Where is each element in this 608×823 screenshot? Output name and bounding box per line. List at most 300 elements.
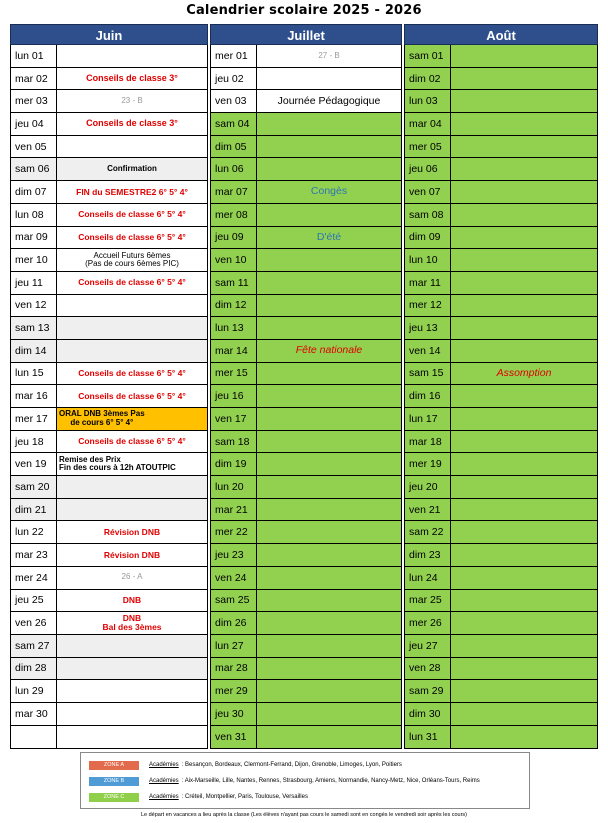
day-event [451,90,597,112]
table-row [11,521,207,544]
table-row [405,612,597,635]
day-label: mer 10 [11,249,57,271]
day-event [451,703,597,725]
table-row [11,476,207,499]
day-label: sam 29 [405,680,451,702]
day-label: sam 27 [11,635,57,657]
table-row [211,453,401,476]
day-event [57,726,207,749]
day-event [451,317,597,339]
day-label: lun 24 [405,567,451,589]
day-label: dim 09 [405,227,451,249]
table-row [405,158,597,181]
day-event [257,204,401,226]
day-label: dim 05 [211,136,257,158]
day-label: lun 22 [11,521,57,543]
day-event [451,453,597,475]
table-row [405,317,597,340]
day-event: Révision DNB [57,544,207,566]
table-row [11,68,207,91]
day-event [451,499,597,521]
day-label: dim 02 [405,68,451,90]
day-label: ven 26 [11,612,57,634]
footnote: Le départ en vacances a lieu après la classe (Les élèves n'ayant pas cours le samedi sont en congés le vendredi soir après les cours) [140,812,468,818]
day-event [257,272,401,294]
day-event [257,113,401,135]
table-row [211,408,401,431]
day-label: ven 19 [11,453,57,475]
day-label: jeu 06 [405,158,451,180]
day-event [451,385,597,407]
table-row [11,181,207,204]
day-label: lun 27 [211,635,257,657]
day-label: dim 19 [211,453,257,475]
day-event [451,68,597,90]
day-label: dim 23 [405,544,451,566]
day-label: mer 12 [405,295,451,317]
day-label: mer 22 [211,521,257,543]
day-label: ven 21 [405,499,451,521]
table-row [405,136,597,159]
table-row [405,453,597,476]
day-event [451,521,597,543]
table-row [405,521,597,544]
day-event [257,408,401,430]
table-row [211,113,401,136]
legend-label: Académies [149,794,179,800]
day-event [57,45,207,67]
table-row [211,499,401,522]
table-row [211,90,401,113]
table-row [211,726,401,749]
day-label: mar 23 [11,544,57,566]
table-row [11,272,207,295]
table-row [405,45,597,68]
day-event: Conseils de classe 6° 5° 4° [57,272,207,294]
day-event [257,680,401,702]
table-row [211,658,401,681]
day-label: mer 01 [211,45,257,67]
day-event [451,544,597,566]
legend-label: Académies [149,778,179,784]
table-row [211,431,401,454]
table-row [211,45,401,68]
day-event [257,658,401,680]
zone-legend [80,752,530,809]
day-label: sam 04 [211,113,257,135]
legend-label: Académies [149,762,179,768]
day-label: dim 07 [11,181,57,203]
table-row [405,68,597,91]
day-event [57,136,207,158]
day-label: mar 04 [405,113,451,135]
day-event [257,499,401,521]
day-label: sam 15 [405,363,451,385]
day-event [451,249,597,271]
day-label: sam 22 [405,521,451,543]
day-label: mar 07 [211,181,257,203]
table-row [11,317,207,340]
table-row [11,658,207,681]
day-event [451,227,597,249]
day-label: jeu 25 [11,590,57,612]
day-label: sam 20 [11,476,57,498]
day-label: jeu 27 [405,635,451,657]
day-event [257,612,401,634]
table-row [405,363,597,386]
table-row [11,227,207,250]
day-label: sam 25 [211,590,257,612]
day-event: Conseils de classe 6° 5° 4° [57,227,207,249]
day-event: Confirmation [57,158,207,180]
page-title: Calendrier scolaire 2025 - 2026 [186,3,422,18]
day-rows [404,45,598,749]
table-row [405,181,597,204]
day-event [451,272,597,294]
day-event [451,590,597,612]
day-event [451,136,597,158]
day-event [451,408,597,430]
day-label: lun 10 [405,249,451,271]
day-event [57,295,207,317]
table-row [211,612,401,635]
table-row [405,567,597,590]
table-row [405,249,597,272]
day-label: lun 31 [405,726,451,749]
day-event: Accueil Futurs 6èmes (Pas de cours 6èmes PIC) [57,249,207,271]
table-row [405,658,597,681]
table-row [11,340,207,363]
table-row [405,385,597,408]
day-event [57,635,207,657]
table-row [405,499,597,522]
table-row [211,567,401,590]
day-event: FIN du SEMESTRE2 6° 5° 4° [57,181,207,203]
day-label: sam 18 [211,431,257,453]
day-event [451,181,597,203]
month-header: Juin [10,24,208,45]
day-label: lun 01 [11,45,57,67]
day-event [451,295,597,317]
table-row [11,680,207,703]
day-event [257,136,401,158]
day-event [451,680,597,702]
table-row [211,521,401,544]
day-label: dim 14 [11,340,57,362]
day-label: dim 21 [11,499,57,521]
table-row [211,249,401,272]
day-event [257,635,401,657]
table-row [11,544,207,567]
table-row [11,726,207,749]
table-row [405,680,597,703]
day-label: dim 26 [211,612,257,634]
day-event [57,703,207,725]
day-label: mer 17 [11,408,57,430]
day-label: jeu 02 [211,68,257,90]
day-label: lun 17 [405,408,451,430]
day-event [451,658,597,680]
day-event [257,249,401,271]
day-event [451,431,597,453]
day-event: Conseils de classe 3° [57,68,207,90]
day-label: jeu 20 [405,476,451,498]
table-row [211,317,401,340]
day-event [451,567,597,589]
day-event [451,158,597,180]
table-row [211,385,401,408]
day-event [257,363,401,385]
table-row [211,181,401,204]
day-event [57,680,207,702]
day-event: 27 - B [257,45,401,67]
table-row [11,45,207,68]
day-label: jeu 18 [11,431,57,453]
table-row [11,204,207,227]
table-row [405,544,597,567]
table-row [211,680,401,703]
day-event [257,521,401,543]
table-row [211,544,401,567]
day-label: jeu 09 [211,227,257,249]
table-row [405,90,597,113]
month-column-juillet [210,24,402,749]
legend-item [89,757,521,773]
day-label: dim 12 [211,295,257,317]
table-row [405,113,597,136]
day-event [257,726,401,749]
day-label: mer 19 [405,453,451,475]
day-label: mer 08 [211,204,257,226]
day-event [451,635,597,657]
day-event [257,317,401,339]
day-event [57,340,207,362]
day-event: 23 - B [57,90,207,112]
day-label: mar 18 [405,431,451,453]
day-label: ven 31 [211,726,257,749]
legend-item [89,789,521,805]
zone-badge: ZONE A [89,761,139,770]
table-row [11,567,207,590]
day-label: mar 21 [211,499,257,521]
month-header: Juillet [210,24,402,45]
day-label: jeu 13 [405,317,451,339]
day-label: lun 29 [11,680,57,702]
table-row [11,453,207,476]
table-row [405,340,597,363]
day-event [257,68,401,90]
day-event [257,544,401,566]
table-row [11,136,207,159]
day-label: lun 13 [211,317,257,339]
day-event [451,476,597,498]
day-label: sam 11 [211,272,257,294]
table-row [405,272,597,295]
day-label: ven 12 [11,295,57,317]
table-row [11,113,207,136]
table-row [405,431,597,454]
day-event: Remise des Prix Fin des cours à 12h ATOUTPIC [57,453,207,475]
day-rows [10,45,208,749]
table-row [11,249,207,272]
day-label: sam 13 [11,317,57,339]
table-row [211,340,401,363]
day-event: 26 - A [57,567,207,589]
table-row [211,204,401,227]
day-event: Conseils de classe 6° 5° 4° [57,204,207,226]
day-label [11,726,57,749]
day-rows [210,45,402,749]
day-event: Journée Pédagogique [257,90,401,112]
day-event: Conseils de classe 6° 5° 4° [57,363,207,385]
day-label: jeu 04 [11,113,57,135]
day-event: Congès [257,181,401,203]
day-label: ven 24 [211,567,257,589]
day-label: ven 10 [211,249,257,271]
legend-text: : Créteil, Montpellier, Paris, Toulouse, Versailles [181,794,308,800]
day-event [57,476,207,498]
day-label: mar 30 [11,703,57,725]
day-event: DNB [57,590,207,612]
day-event [257,453,401,475]
day-label: mar 11 [405,272,451,294]
day-event: Conseils de classe 6° 5° 4° [57,385,207,407]
day-label: lun 15 [11,363,57,385]
day-event [451,726,597,749]
table-row [11,385,207,408]
day-label: lun 08 [11,204,57,226]
table-row [405,635,597,658]
day-event [257,295,401,317]
day-label: lun 03 [405,90,451,112]
table-row [405,476,597,499]
table-row [11,612,207,635]
table-row [211,703,401,726]
table-row [211,363,401,386]
day-label: mer 24 [11,567,57,589]
day-label: mer 15 [211,363,257,385]
day-event [451,612,597,634]
day-label: ven 03 [211,90,257,112]
zone-badge: ZONE B [89,777,139,786]
table-row [405,204,597,227]
table-row [11,363,207,386]
day-event: DNB Bal des 3èmes [57,612,207,634]
table-row [405,408,597,431]
table-row [11,295,207,318]
day-label: lun 20 [211,476,257,498]
table-row [405,590,597,613]
day-label: mer 26 [405,612,451,634]
day-event: Fête nationale [257,340,401,362]
day-label: mer 29 [211,680,257,702]
table-row [211,158,401,181]
table-row [11,158,207,181]
day-event [257,385,401,407]
table-row [211,590,401,613]
day-label: ven 05 [11,136,57,158]
table-row [211,136,401,159]
table-row [405,726,597,749]
legend-text: : Besançon, Bordeaux, Clermont-Ferrand, Dijon, Grenoble, Limoges, Lyon, Poitiers [181,762,402,768]
table-row [211,295,401,318]
table-row [405,295,597,318]
day-label: jeu 11 [11,272,57,294]
table-row [11,590,207,613]
day-label: ven 07 [405,181,451,203]
table-row [211,476,401,499]
day-label: ven 17 [211,408,257,430]
day-label: mar 28 [211,658,257,680]
day-event: Révision DNB [57,521,207,543]
day-label: mar 16 [11,385,57,407]
table-row [211,68,401,91]
day-label: lun 06 [211,158,257,180]
table-row [211,272,401,295]
day-label: jeu 30 [211,703,257,725]
day-label: ven 28 [405,658,451,680]
day-label: mer 03 [11,90,57,112]
day-event: ORAL DNB 3èmes Pas de cours 6° 5° 4° [57,408,207,430]
day-event [451,45,597,67]
legend-text: : Aix-Marseille, Lille, Nantes, Rennes, Strasbourg, Amiens, Normandie, Nancy-Metz, Nice, Orléans-Tours, Reims [181,778,480,784]
day-label: jeu 23 [211,544,257,566]
day-event [451,113,597,135]
day-label: dim 16 [405,385,451,407]
day-label: sam 08 [405,204,451,226]
day-event [451,340,597,362]
day-event: Conseils de classe 6° 5° 4° [57,431,207,453]
table-row [405,703,597,726]
table-row [11,90,207,113]
table-row [211,635,401,658]
table-row [11,431,207,454]
day-event [257,476,401,498]
day-label: jeu 16 [211,385,257,407]
day-event [57,317,207,339]
day-event [257,158,401,180]
day-event [57,658,207,680]
day-label: mar 02 [11,68,57,90]
day-event [57,499,207,521]
day-label: mar 14 [211,340,257,362]
day-event: Conseils de classe 3° [57,113,207,135]
zone-badge: ZONE C [89,793,139,802]
month-column-aout [404,24,598,749]
day-event [257,567,401,589]
table-row [11,703,207,726]
day-label: sam 01 [405,45,451,67]
table-row [11,499,207,522]
legend-item [89,773,521,789]
day-label: mar 09 [11,227,57,249]
month-column-juin [10,24,208,749]
day-label: mar 25 [405,590,451,612]
table-row [11,635,207,658]
day-event [257,703,401,725]
day-event [257,590,401,612]
table-row [405,227,597,250]
day-label: dim 30 [405,703,451,725]
day-label: sam 06 [11,158,57,180]
table-row [211,227,401,250]
day-label: ven 14 [405,340,451,362]
day-label: mer 05 [405,136,451,158]
day-event: Assomption [451,363,597,385]
day-label: dim 28 [11,658,57,680]
day-event [257,431,401,453]
month-header: Août [404,24,598,45]
